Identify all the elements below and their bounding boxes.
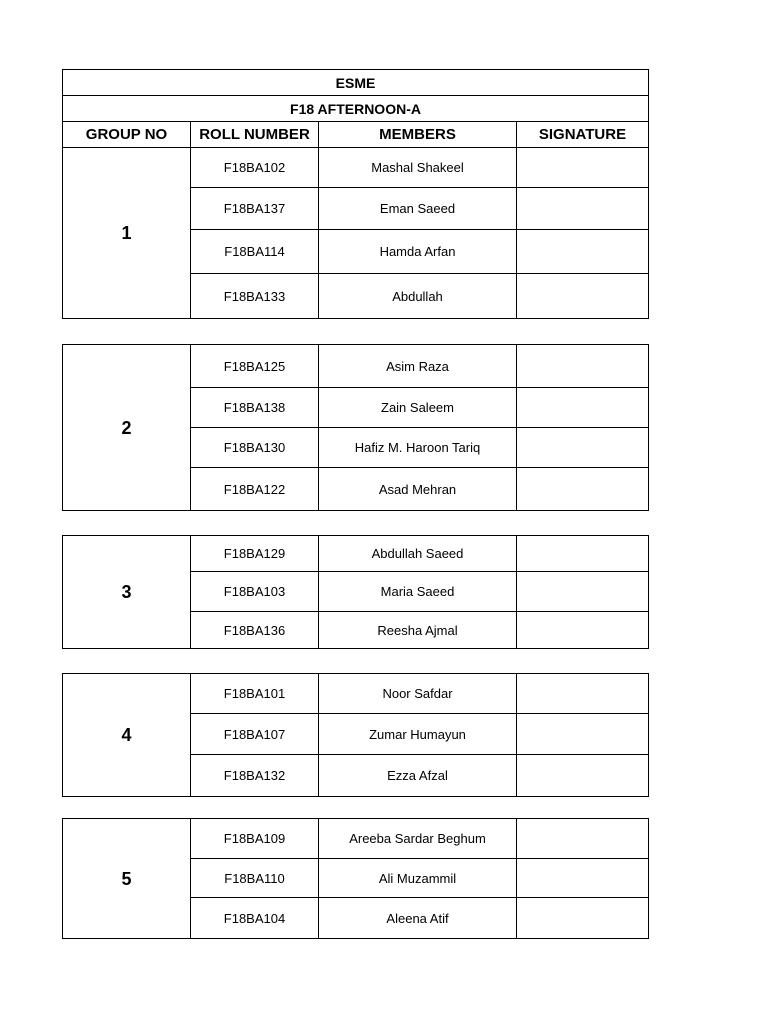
signature-cell[interactable] xyxy=(517,612,649,649)
group-table-2 xyxy=(62,344,649,511)
member-name-cell: Asad Mehran xyxy=(319,468,517,511)
roll-number-cell: F18BA138 xyxy=(191,388,319,428)
signature-cell[interactable] xyxy=(517,536,649,572)
signature-cell[interactable] xyxy=(517,428,649,468)
signature-cell[interactable] xyxy=(517,345,649,388)
column-header-roll-number: ROLL NUMBER xyxy=(191,122,319,148)
roll-number-cell: F18BA109 xyxy=(191,819,319,859)
table-row xyxy=(63,536,649,572)
group-table-3 xyxy=(62,535,649,649)
roll-number-cell: F18BA104 xyxy=(191,898,319,939)
member-name-cell: Noor Safdar xyxy=(319,674,517,714)
roll-number-cell: F18BA136 xyxy=(191,612,319,649)
group-number: 2 xyxy=(63,345,191,511)
signature-cell[interactable] xyxy=(517,572,649,612)
signature-cell[interactable] xyxy=(517,859,649,898)
table-row xyxy=(63,674,649,714)
signature-cell[interactable] xyxy=(517,714,649,755)
member-name-cell: Hafiz M. Haroon Tariq xyxy=(319,428,517,468)
group-table-4 xyxy=(62,673,649,797)
table-row xyxy=(63,819,649,859)
roll-number-cell: F18BA132 xyxy=(191,755,319,797)
member-name-cell: Hamda Arfan xyxy=(319,230,517,274)
column-header-row xyxy=(63,122,649,148)
member-name-cell: Maria Saeed xyxy=(319,572,517,612)
roll-number-cell: F18BA129 xyxy=(191,536,319,572)
document-subtitle: F18 AFTERNOON-A xyxy=(63,96,649,122)
column-header-members: MEMBERS xyxy=(319,122,517,148)
member-name-cell: Ezza Afzal xyxy=(319,755,517,797)
group-number: 1 xyxy=(63,148,191,319)
roll-number-cell: F18BA114 xyxy=(191,230,319,274)
table-row xyxy=(63,345,649,388)
member-name-cell: Aleena Atif xyxy=(319,898,517,939)
roll-number-cell: F18BA103 xyxy=(191,572,319,612)
group-number: 4 xyxy=(63,674,191,797)
member-name-cell: Eman Saeed xyxy=(319,188,517,230)
table-row xyxy=(63,148,649,188)
signature-cell[interactable] xyxy=(517,188,649,230)
column-header-signature: SIGNATURE xyxy=(517,122,649,148)
document-title: ESME xyxy=(63,70,649,96)
roll-number-cell: F18BA122 xyxy=(191,468,319,511)
group-table-5 xyxy=(62,818,649,939)
roll-number-cell: F18BA125 xyxy=(191,345,319,388)
signature-cell[interactable] xyxy=(517,230,649,274)
roll-number-cell: F18BA133 xyxy=(191,274,319,319)
roll-number-cell: F18BA101 xyxy=(191,674,319,714)
subtitle-row xyxy=(63,96,649,122)
signature-cell[interactable] xyxy=(517,388,649,428)
title-row xyxy=(63,70,649,96)
signature-cell[interactable] xyxy=(517,468,649,511)
member-name-cell: Zain Saleem xyxy=(319,388,517,428)
roll-number-cell: F18BA110 xyxy=(191,859,319,898)
signature-cell[interactable] xyxy=(517,148,649,188)
signature-cell[interactable] xyxy=(517,898,649,939)
group-table-1 xyxy=(62,69,649,319)
roll-number-cell: F18BA102 xyxy=(191,148,319,188)
member-name-cell: Abdullah Saeed xyxy=(319,536,517,572)
signature-cell[interactable] xyxy=(517,274,649,319)
member-name-cell: Ali Muzammil xyxy=(319,859,517,898)
member-name-cell: Reesha Ajmal xyxy=(319,612,517,649)
signature-cell[interactable] xyxy=(517,674,649,714)
roll-number-cell: F18BA137 xyxy=(191,188,319,230)
member-name-cell: Zumar Humayun xyxy=(319,714,517,755)
member-name-cell: Mashal Shakeel xyxy=(319,148,517,188)
member-name-cell: Asim Raza xyxy=(319,345,517,388)
group-number: 5 xyxy=(63,819,191,939)
member-name-cell: Abdullah xyxy=(319,274,517,319)
roll-number-cell: F18BA107 xyxy=(191,714,319,755)
column-header-group-no: GROUP NO xyxy=(63,122,191,148)
roll-number-cell: F18BA130 xyxy=(191,428,319,468)
member-name-cell: Areeba Sardar Beghum xyxy=(319,819,517,859)
signature-cell[interactable] xyxy=(517,755,649,797)
group-number: 3 xyxy=(63,536,191,649)
signature-cell[interactable] xyxy=(517,819,649,859)
